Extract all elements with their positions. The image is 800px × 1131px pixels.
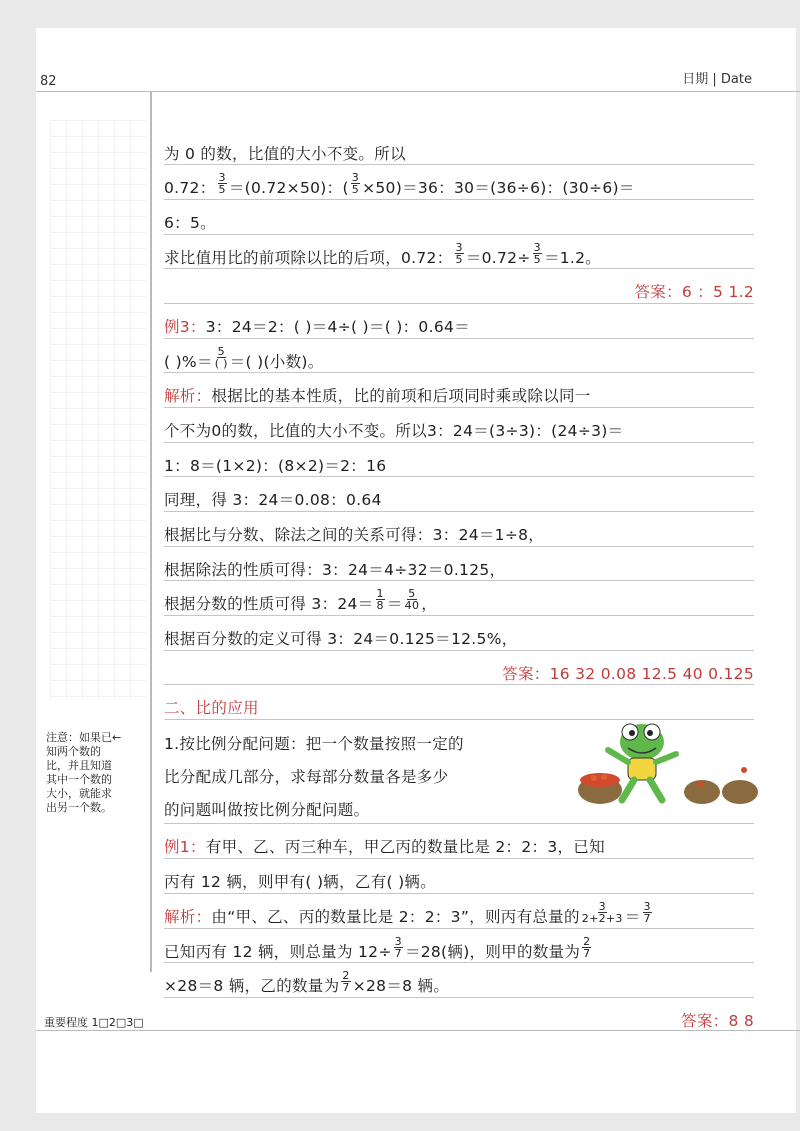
text-line: 个不为0的数，比值的大小不变。所以3：24＝(3÷3)：(24÷3)＝	[164, 421, 624, 440]
text-line: 根据除法的性质可得：3：24＝4÷32＝0.125，	[164, 560, 506, 579]
date-label: 日期 | Date	[682, 72, 752, 87]
rule-line	[164, 962, 754, 963]
text-line: 同理，得 3：24＝0.08：0.64	[164, 490, 382, 509]
answer-line: 答案：16 32 0.08 12.5 40 0.125	[502, 664, 754, 683]
text-line: 1：8＝(1×2)：(8×2)＝2：16	[164, 456, 387, 475]
margin-grid	[50, 120, 146, 700]
text-line: 根据分数的性质可得 3：24＝ $\frac{1}{8}$ ＝ $\frac{5}{40}$ ，	[164, 586, 438, 613]
rule-line	[164, 268, 754, 269]
text-line: 6：5。	[164, 213, 216, 232]
rule-line	[164, 303, 754, 304]
rule-line	[164, 546, 754, 547]
text-line: 为 0 的数，比值的大小不变。所以	[164, 144, 406, 163]
text-line: 比分配成几部分，求每部分数量各是多少	[164, 767, 449, 786]
text-line: 1.按比例分配问题：把一个数量按照一定的	[164, 734, 464, 753]
rule-line	[164, 684, 754, 685]
fraction: $\frac{3}{5}$	[351, 170, 360, 197]
fraction: $\frac{3}{5}$	[533, 240, 541, 267]
section-title: 二、比的应用	[164, 698, 259, 717]
rule-line	[164, 893, 754, 894]
text-line: 已知丙有 12 辆，则总量为 12÷ $\frac{3}{7}$ ＝28(辆)，则甲的数量为 $\frac{2}{7}$	[164, 934, 591, 961]
answer-line: 答案：8 8	[681, 1011, 754, 1030]
footer-rule	[36, 1030, 800, 1031]
rule-line	[164, 928, 754, 929]
fraction: $\frac{3}{7}$	[643, 899, 651, 926]
rule-line	[164, 234, 754, 235]
text-line: 解析： 由“甲、乙、丙的数量比是 2：2：3”，则丙有总量的 $\frac{3}{2+2+3}$ ＝ $\frac{3}{7}$	[164, 899, 651, 926]
rule-line	[164, 650, 754, 651]
fraction: $\frac{5}{40}$	[404, 586, 420, 613]
fraction: $\frac{2}{7}$	[342, 968, 350, 995]
margin-note: 注意：如果已← 知两个数的 比，并且知道 其中一个数的 大小，就能求 出另一个数。	[46, 731, 122, 814]
rule-line	[164, 858, 754, 859]
rule-line	[164, 476, 754, 477]
answer-line: 答案：6 ：5 1.2	[634, 282, 754, 301]
fraction: $\frac{2}{7}$	[583, 934, 591, 961]
rule-line	[164, 823, 754, 824]
text-line: ( )%＝ $\frac{5}{( )}$ ＝( )(小数)。	[164, 344, 324, 371]
fraction: $\frac{3}{5}$	[218, 170, 226, 197]
fraction: $\frac{3}{7}$	[394, 934, 402, 961]
text-line: 求比值用比的前项除以比的后项，0.72： $\frac{3}{5}$ ＝0.72÷ $\frac{3}{5}$ ＝1.2。	[164, 240, 602, 267]
fraction: $\frac{3}{2+2+3}$	[581, 899, 623, 926]
rule-line	[164, 997, 754, 998]
text-line: 解析： 根据比的基本性质，比的前项和后项同时乘或除以同一	[164, 386, 591, 405]
rule-line	[164, 338, 754, 339]
text-line: 根据比与分数、除法之间的关系可得：3：24＝1÷8，	[164, 525, 545, 544]
rule-line	[164, 164, 754, 165]
rule-line	[164, 442, 754, 443]
page-number: 82	[40, 74, 57, 89]
text-line: 丙有 12 辆，则甲有( )辆，乙有( )辆。	[164, 872, 437, 891]
text-line: 的问题叫做按比例分配问题。	[164, 800, 370, 819]
frog-illustration	[572, 720, 762, 810]
text-line: ×28＝8 辆，乙的数量为 $\frac{2}{7}$ ×28＝8 辆。	[164, 968, 450, 995]
rule-line	[164, 615, 754, 616]
importance-rating: 重要程度 1□2□3□	[44, 1016, 144, 1029]
fraction: $\frac{1}{8}$	[376, 586, 384, 613]
text-line: 0.72： $\frac{3}{5}$ ＝(0.72×50)：( $\frac{3}{5}$ ×50)＝36：30＝(36÷6)：(30÷6)＝	[164, 170, 635, 197]
text-line: 例1： 有甲、乙、丙三种车，甲乙丙的数量比是 2：2：3，已知	[164, 837, 605, 856]
rule-line	[164, 372, 754, 373]
rule-line	[164, 407, 754, 408]
rule-line	[164, 199, 754, 200]
rule-line	[164, 511, 754, 512]
fraction: $\frac{5}{( )}$	[214, 344, 228, 371]
rule-line	[164, 580, 754, 581]
fraction: $\frac{3}{5}$	[455, 240, 463, 267]
margin-line	[150, 92, 152, 972]
text-line: 例3： 3：24＝2：( )＝4÷( )＝( )：0.64＝	[164, 317, 470, 336]
text-line: 根据百分数的定义可得 3：24＝0.125＝12.5%，	[164, 629, 518, 648]
